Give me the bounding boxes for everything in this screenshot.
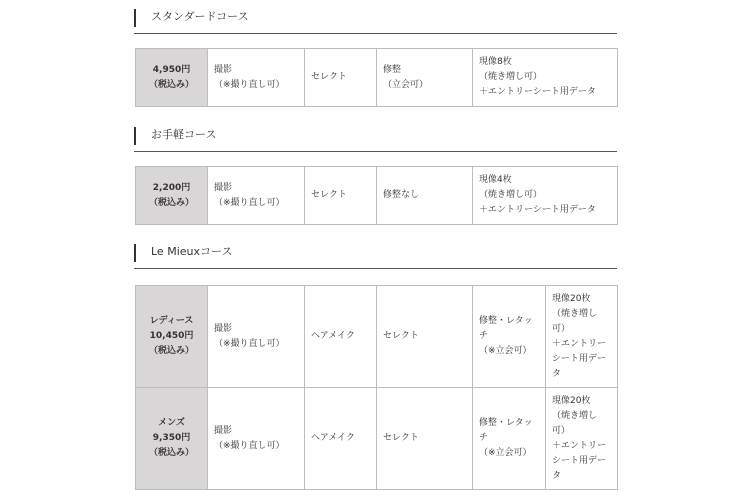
price-cell-mens: メンズ 9,350円 （税込み） — [136, 388, 208, 490]
price-cell-ladies: レディース 10,450円 （税込み） — [136, 286, 208, 388]
service-cell-shooting: 撮影 （※撮り直し可） — [208, 167, 305, 225]
section-title-label: お手軽コース — [151, 128, 217, 141]
table-row — [136, 388, 618, 490]
section-title-easy — [134, 127, 617, 152]
service-cell-select: セレクト — [377, 388, 473, 490]
service-cell-retouch: 修整なし — [377, 167, 473, 225]
price-cell: 2,200円 （税込み） — [136, 167, 208, 225]
course-table-le-mieux — [135, 285, 618, 490]
service-cell-prints: 現像8枚 （焼き増し可） ＋エントリーシート用データ — [473, 49, 618, 107]
service-cell-retouch: 修整・レタッチ （※立会可） — [473, 286, 546, 388]
service-cell-shooting: 撮影 （※撮り直し可） — [208, 388, 305, 490]
table-row — [136, 167, 618, 225]
service-cell-retouch: 修整 （立会可） — [377, 49, 473, 107]
table-row — [136, 286, 618, 388]
service-cell-select: セレクト — [377, 286, 473, 388]
section-title-le-mieux — [134, 244, 617, 269]
service-cell-shooting: 撮影 （※撮り直し可） — [208, 49, 305, 107]
service-cell-prints: 現像20枚 （焼き増し可） ＋エントリーシート用データ — [546, 286, 618, 388]
section-title-label: スタンダードコース — [151, 10, 249, 23]
price-cell: 4,950円 （税込み） — [136, 49, 208, 107]
title-bar — [134, 9, 136, 27]
service-cell-prints: 現像20枚 （焼き増し可） ＋エントリーシート用データ — [546, 388, 618, 490]
course-table-easy — [135, 166, 618, 225]
course-table-standard — [135, 48, 618, 107]
section-title-standard — [134, 9, 617, 34]
title-bar — [134, 127, 136, 145]
table-row — [136, 49, 618, 107]
service-cell-hair-makeup: ヘアメイク — [305, 286, 377, 388]
service-cell-prints: 現像4枚 （焼き増し可） ＋エントリーシート用データ — [473, 167, 618, 225]
service-cell-retouch: 修整・レタッチ （※立会可） — [473, 388, 546, 490]
service-cell-hair-makeup: ヘアメイク — [305, 388, 377, 490]
title-bar — [134, 244, 136, 262]
service-cell-shooting: 撮影 （※撮り直し可） — [208, 286, 305, 388]
service-cell-select: セレクト — [305, 49, 377, 107]
service-cell-select: セレクト — [305, 167, 377, 225]
section-title-label: Le Mieuxコース — [151, 245, 233, 258]
